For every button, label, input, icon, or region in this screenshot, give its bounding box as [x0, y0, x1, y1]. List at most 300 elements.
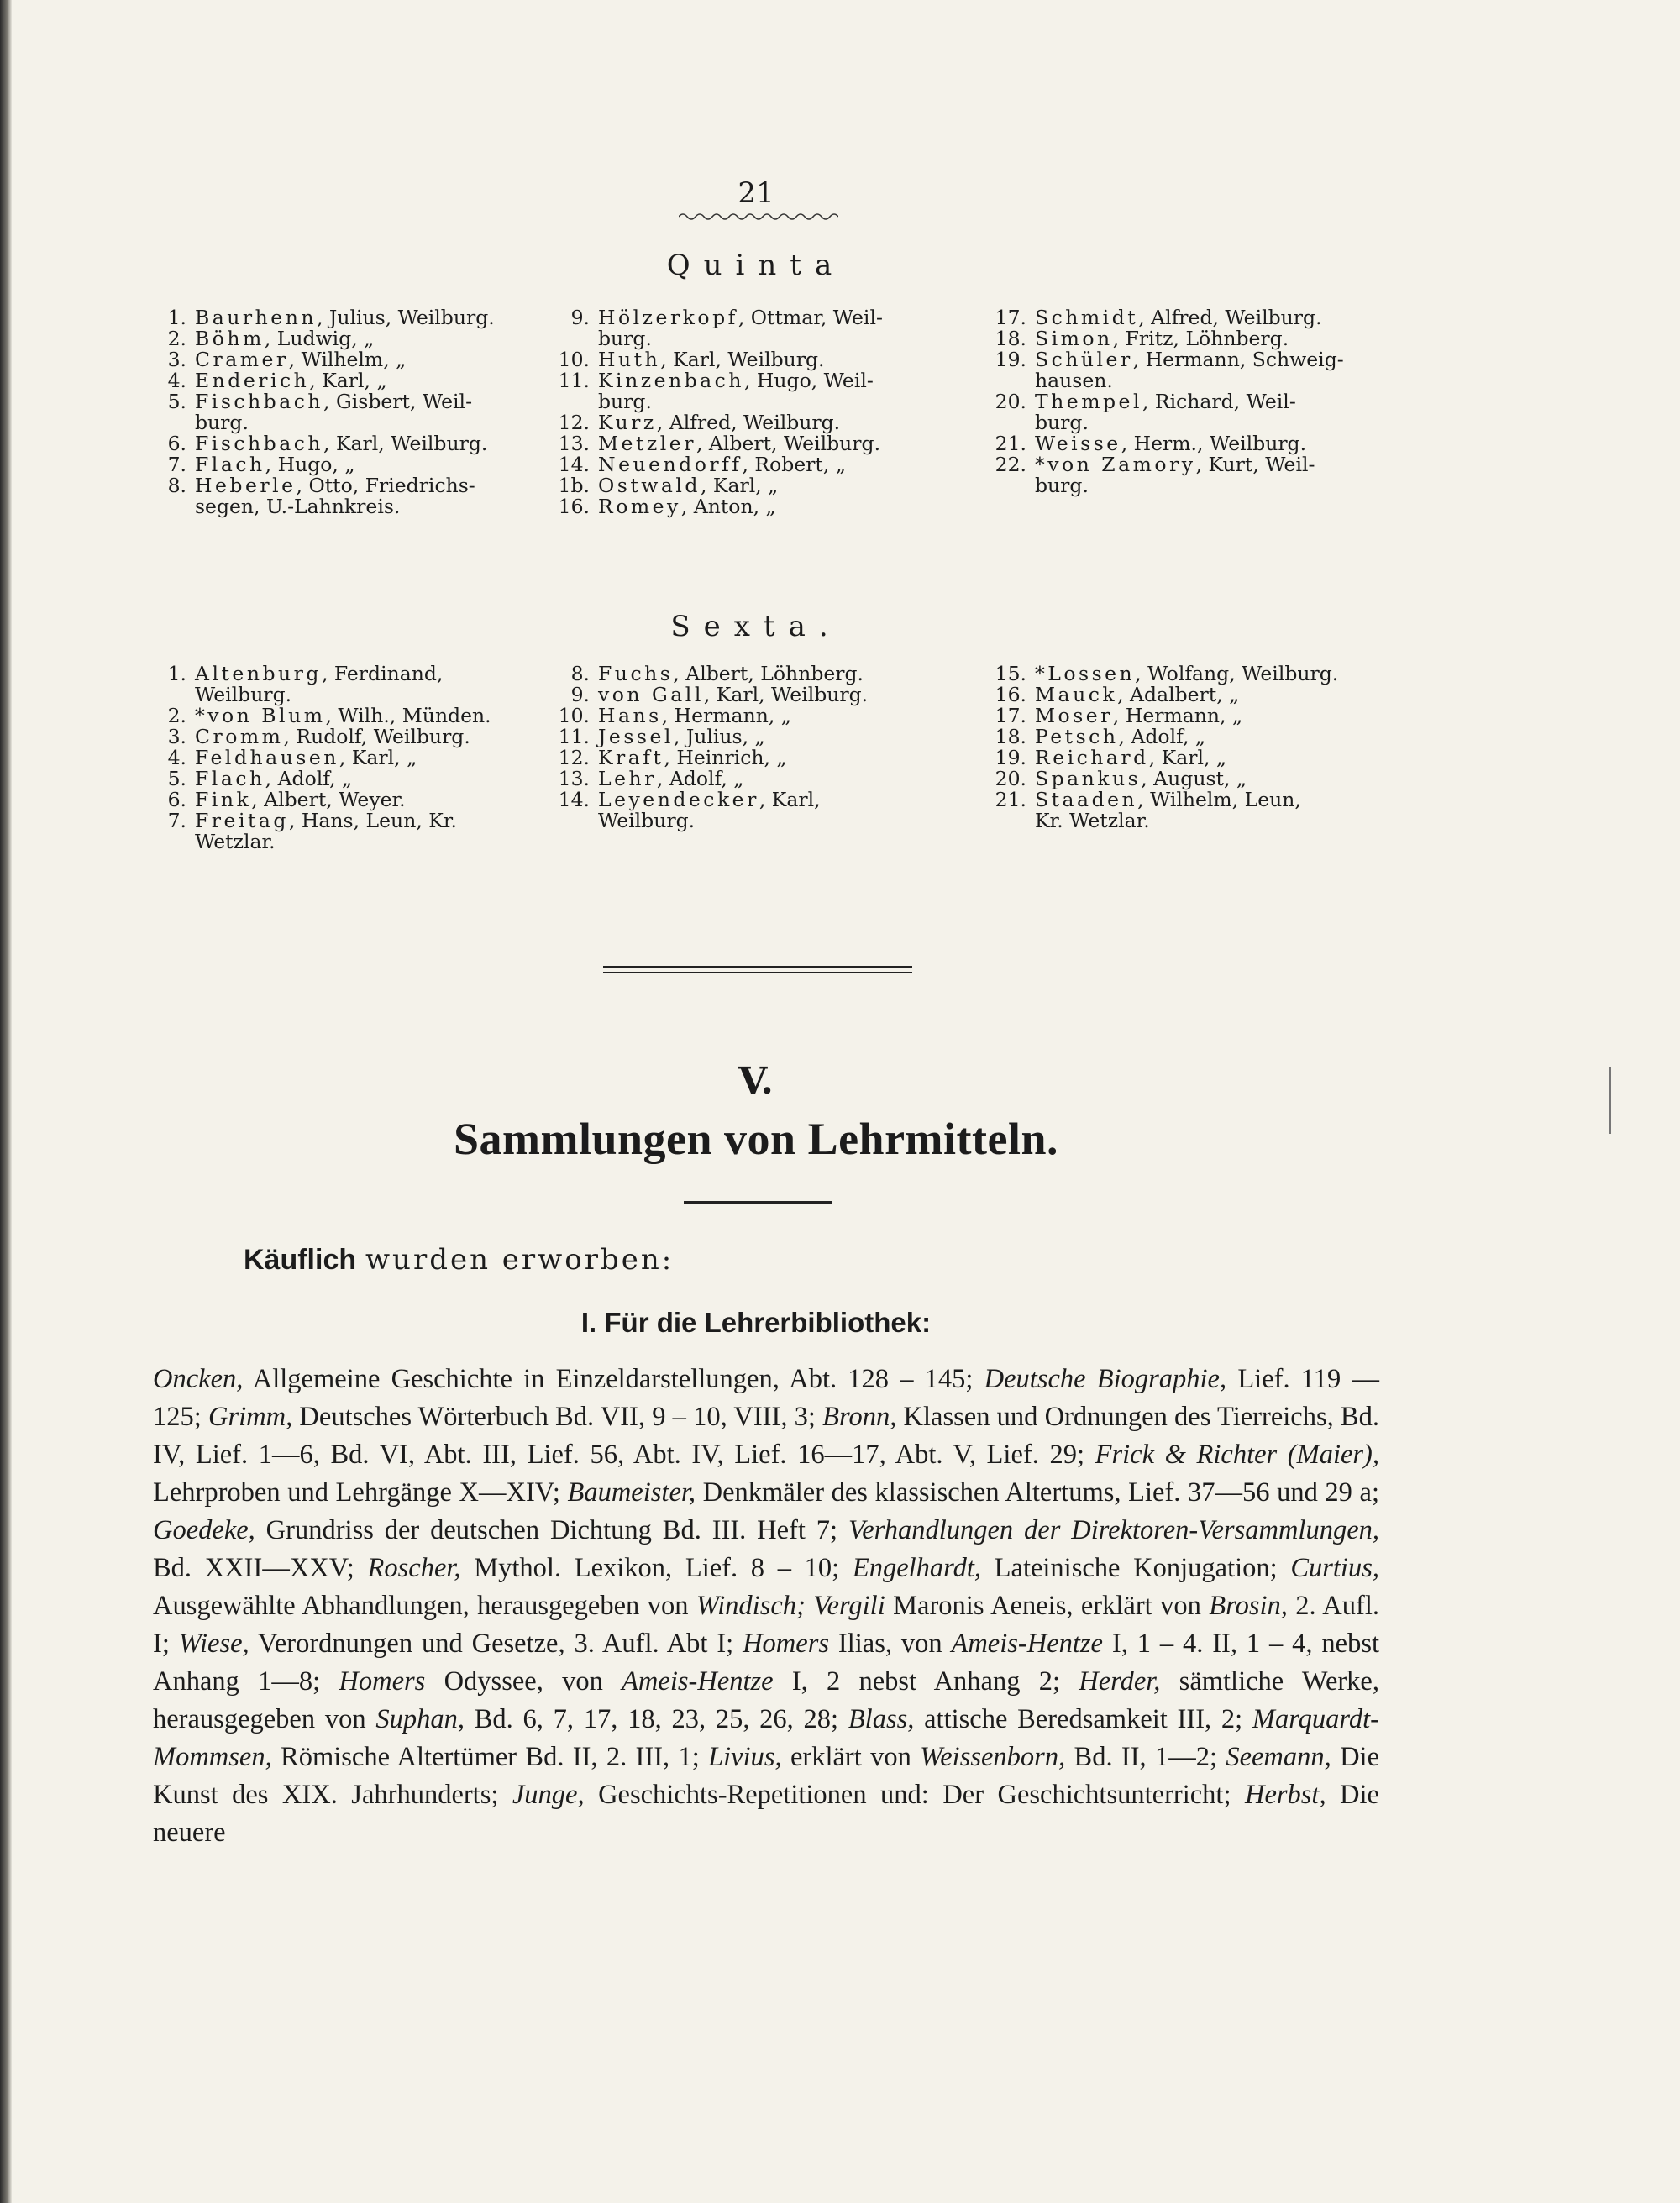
list-item-name: Flach: [195, 453, 265, 476]
citation-text: Klassen und Ordnungen des Tierreichs, Bd. IV, Lief. 1—6, Bd. VI, Abt. III, Lief. 56, Abt. IV, Lief. 16—17, Abt. V, Lief. 29;: [153, 1402, 1379, 1470]
sexta-heading: Sexta.: [670, 610, 842, 643]
list-item-number: 7.: [167, 809, 186, 832]
list-item-name: Kurz: [598, 411, 657, 434]
list-item-text: [1035, 349, 1344, 370]
list-item-text: [195, 475, 495, 496]
list-item-rest: burg.: [195, 411, 249, 434]
list-item-text: [1035, 705, 1338, 726]
citation-text: Deutsches Wörterbuch Bd. VII, 9 – 10, VIII, 3;: [292, 1402, 823, 1432]
list-item-name: Hölzerkopf: [598, 306, 738, 329]
cited-author: Engelhardt,: [852, 1553, 981, 1583]
list-item-number: [150, 831, 195, 852]
list-item-number: 12.: [558, 411, 590, 434]
citation-text: Geschichts-Repetitionen und: Der Geschichtsunterricht;: [584, 1780, 1245, 1810]
list-item: [553, 789, 868, 810]
list-item: [990, 664, 1338, 685]
list-item: [553, 810, 868, 831]
quinta-heading: Quinta: [666, 249, 846, 282]
list-item: [150, 664, 491, 685]
list-item-name: Romey: [598, 495, 681, 518]
cited-author: Frick & Richter (Maier),: [1095, 1440, 1380, 1470]
list-item-rest: , Alfred, Weilburg.: [656, 411, 841, 434]
list-item-name: Böhm: [195, 327, 265, 350]
list-item-number: 7.: [167, 453, 186, 476]
list-item-text: [1035, 685, 1338, 705]
list-item-number: 18.: [995, 725, 1026, 748]
list-item: [150, 391, 495, 412]
citation-text: Grundriss der deutschen Dichtung Bd. III. Heft 7;: [255, 1515, 848, 1545]
list-item-number: 16.: [995, 683, 1026, 706]
list-item-number: 6.: [167, 788, 186, 811]
list-item: [990, 412, 1344, 433]
list-item: [553, 685, 868, 705]
list-item-number: 3.: [167, 348, 186, 371]
list-item-text: [195, 768, 491, 789]
list-item-text: [598, 412, 883, 433]
list-item-name: Baurhenn: [195, 306, 317, 329]
quinta-col-3: [990, 307, 1344, 496]
list-item-text: [195, 370, 495, 391]
list-item-text: [1035, 391, 1344, 412]
list-item: [150, 454, 495, 475]
cited-author: Livius,: [708, 1742, 782, 1772]
list-item-number: 14.: [558, 453, 590, 476]
list-item: [553, 412, 883, 433]
list-item-number: 19.: [995, 746, 1026, 769]
list-item-text: [598, 475, 883, 496]
quinta-col-1: [150, 307, 495, 517]
list-item-text: [195, 726, 491, 747]
list-item-rest: , Julius, „: [673, 725, 765, 748]
list-item-name: Jessel: [598, 725, 674, 748]
acquisition-heading: [244, 1243, 674, 1277]
list-item-text: [1035, 475, 1344, 496]
list-item-rest: Kr. Wetzlar.: [1035, 809, 1150, 832]
citation-text: Lief. 119 — 125;: [153, 1364, 1379, 1432]
list-item-number: 18.: [995, 327, 1026, 350]
list-item-rest: , Wilhelm, Leun,: [1137, 788, 1301, 811]
list-item: [553, 391, 883, 412]
list-item-text: [598, 496, 883, 517]
list-item-name: Kinzenbach: [598, 369, 744, 392]
list-item-name: Reichard: [1035, 746, 1149, 769]
citation-text: Lehrproben und Lehrgänge X—XIV;: [153, 1477, 568, 1508]
list-item-name: von Gall: [598, 683, 704, 706]
list-item-text: [1035, 726, 1338, 747]
citation-text: Bd. 6, 7, 17, 18, 23, 25, 26, 28;: [464, 1704, 848, 1734]
list-item-name: Kraft: [598, 746, 664, 769]
citation-text: Die Kunst des XIX. Jahrhunderts;: [153, 1742, 1380, 1810]
list-item-number: [553, 810, 598, 831]
list-item-name: Metzler: [598, 432, 696, 455]
list-item: [150, 768, 491, 789]
list-item-text: [598, 349, 883, 370]
list-item-rest: , Karl, Weilburg.: [323, 432, 488, 455]
list-item-number: 6.: [167, 432, 186, 455]
list-item: [990, 705, 1338, 726]
list-item-text: [1035, 768, 1338, 789]
list-item-number: 1.: [167, 662, 186, 685]
list-item-text: [195, 810, 491, 831]
list-item: [553, 307, 883, 328]
list-item: [990, 810, 1338, 831]
list-item-name: *Lossen: [1035, 662, 1136, 685]
list-item-text: [598, 664, 868, 685]
list-item-rest: , Wilh., Münden.: [325, 704, 491, 727]
list-item-rest: , Anton, „: [680, 495, 776, 518]
list-item: [990, 768, 1338, 789]
cited-author: Marquardt-Mommsen,: [153, 1704, 1379, 1772]
list-item-text: [195, 685, 491, 705]
list-item-name: Neuendorff: [598, 453, 743, 476]
list-item-text: [195, 496, 495, 517]
list-item-rest: , Karl, Weilburg.: [703, 683, 869, 706]
list-item: [150, 747, 491, 768]
list-item-rest: , Kurt, Weil-: [1195, 453, 1315, 476]
list-item-rest: , Albert, Löhnberg.: [673, 662, 864, 685]
list-item-rest: , Rudolf, Weilburg.: [283, 725, 470, 748]
list-item-text: [598, 705, 868, 726]
list-item: [553, 370, 883, 391]
citation-text: Maronis Aeneis, erklärt von: [885, 1591, 1210, 1621]
list-item-number: 5.: [167, 390, 186, 413]
list-item-number: 8.: [570, 662, 590, 685]
list-item-text: [1035, 370, 1344, 391]
list-item-number: 10.: [558, 704, 590, 727]
cited-author: Curtius,: [1290, 1553, 1379, 1583]
list-item: [150, 726, 491, 747]
list-item: [150, 475, 495, 496]
list-item-name: *von Zamory: [1035, 453, 1196, 476]
list-item-text: [598, 726, 868, 747]
quinta-col-2: [553, 307, 883, 517]
acquisition-heading-rest: wurden erworben:: [365, 1243, 675, 1277]
list-item-name: Schüler: [1035, 348, 1133, 371]
citation-text: Denkmäler des klassischen Altertums, Lief. 37—56 und 29 a;: [696, 1477, 1379, 1508]
list-item: [553, 349, 883, 370]
list-item-number: 1b.: [558, 474, 590, 497]
citation-text: Mythol. Lexikon, Lief. 8 – 10;: [460, 1553, 853, 1583]
list-item: [990, 726, 1338, 747]
list-item-number: 21.: [995, 788, 1026, 811]
cited-author: Oncken,: [153, 1364, 244, 1394]
list-item-name: Feldhausen: [195, 746, 339, 769]
cited-author: Deutsche Biographie,: [984, 1364, 1227, 1394]
citation-text: Bd. XXII—XXV;: [153, 1553, 368, 1583]
acquisition-heading-bold: Käuflich: [244, 1244, 357, 1276]
list-item: [150, 496, 495, 517]
title-rule: [684, 1201, 832, 1204]
list-item-text: [195, 747, 491, 768]
wavy-rule: [679, 212, 838, 222]
list-item-rest: , August, „: [1141, 767, 1247, 790]
list-item-text: [195, 328, 495, 349]
list-item-text: [195, 664, 491, 685]
list-item-rest: , Hermann, Schweig-: [1132, 348, 1344, 371]
sexta-col-3: [990, 664, 1338, 831]
list-item: [150, 349, 495, 370]
list-item-number: 13.: [558, 432, 590, 455]
list-item: [990, 433, 1344, 454]
list-item-number: [990, 412, 1035, 433]
section-number: V.: [738, 1060, 774, 1103]
margin-mark: [1609, 1067, 1611, 1134]
list-item-name: Fischbach: [195, 390, 324, 413]
list-item-text: [598, 768, 868, 789]
list-item-name: Huth: [598, 348, 661, 371]
page-number: 21: [738, 176, 774, 210]
cited-author: Junge,: [512, 1780, 585, 1810]
double-rule-bottom: [603, 972, 912, 973]
list-item-number: 14.: [558, 788, 590, 811]
list-item-number: [150, 685, 195, 705]
subsection-heading: I. Für die Lehrerbibliothek:: [580, 1307, 932, 1338]
list-item-number: 12.: [558, 746, 590, 769]
list-item-name: Petsch: [1035, 725, 1119, 748]
list-item-number: 4.: [167, 746, 186, 769]
list-item-text: [598, 810, 868, 831]
list-item: [150, 810, 491, 831]
list-item-number: 4.: [167, 369, 186, 392]
list-item-number: 2.: [167, 704, 186, 727]
list-item-rest: segen, U.-Lahnkreis.: [195, 495, 401, 518]
list-item-text: [195, 307, 495, 328]
list-item-rest: , Heinrich, „: [664, 746, 787, 769]
list-item-name: Spankus: [1035, 767, 1142, 790]
list-item: [553, 475, 883, 496]
list-item-number: 8.: [167, 474, 186, 497]
list-item-rest: , Hans, Leun, Kr.: [288, 809, 457, 832]
list-item: [553, 454, 883, 475]
list-item-text: [598, 685, 868, 705]
list-item-number: [553, 391, 598, 412]
sexta-col-1: [150, 664, 491, 852]
list-item: [150, 328, 495, 349]
double-rule-top: [603, 966, 912, 968]
list-item-rest: burg.: [1035, 474, 1089, 497]
list-item-rest: , Wilhelm, „: [288, 348, 407, 371]
list-item-number: 17.: [995, 306, 1026, 329]
sexta-col-2: [553, 664, 868, 831]
list-item-text: [195, 789, 491, 810]
list-item-rest: , Adolf, „: [656, 767, 744, 790]
citation-text: Allgemeine Geschichte in Einzeldarstellungen, Abt. 128 – 145;: [243, 1364, 984, 1394]
list-item-name: Fink: [195, 788, 252, 811]
cited-author: Homers: [339, 1666, 426, 1697]
list-item-text: [195, 433, 495, 454]
list-item-number: 11.: [558, 725, 590, 748]
list-item-rest: Weilburg.: [598, 809, 696, 832]
list-item-name: Freitag: [195, 809, 289, 832]
list-item-number: 2.: [167, 327, 186, 350]
cited-author: Ameis-Hentze: [622, 1666, 774, 1697]
list-item-text: [1035, 664, 1338, 685]
list-item: [990, 349, 1344, 370]
cited-author: Seemann,: [1226, 1742, 1331, 1772]
list-item-rest: Weilburg.: [195, 683, 292, 706]
list-item: [150, 433, 495, 454]
cited-author: Wiese,: [178, 1629, 249, 1659]
list-item-name: Simon: [1035, 327, 1113, 350]
list-item: [553, 747, 868, 768]
list-item-rest: , Karl,: [759, 788, 821, 811]
citation-text: sämtliche Werke, herausgegeben von: [153, 1666, 1379, 1734]
list-item: [990, 391, 1344, 412]
list-item-text: [598, 747, 868, 768]
list-item-text: [1035, 328, 1344, 349]
list-item-name: Altenburg: [195, 662, 322, 685]
list-item-name: Cromm: [195, 725, 284, 748]
list-item-name: Hans: [598, 704, 662, 727]
list-item: [553, 433, 883, 454]
list-item-rest: , Robert, „: [742, 453, 846, 476]
list-item: [990, 370, 1344, 391]
cited-author: Ameis-Hentze: [951, 1629, 1103, 1659]
list-item: [990, 307, 1344, 328]
list-item-rest: , Karl, „: [1148, 746, 1227, 769]
list-item-rest: , Adolf, „: [1118, 725, 1206, 748]
list-item-rest: , Karl, „: [700, 474, 779, 497]
list-item-rest: , Adolf, „: [265, 767, 353, 790]
list-item-rest: burg.: [598, 327, 652, 350]
list-item-number: [150, 496, 195, 517]
list-item-rest: , Hugo, Weil-: [743, 369, 874, 392]
list-item-number: 1.: [167, 306, 186, 329]
list-item-text: [598, 789, 868, 810]
list-item-number: [990, 475, 1035, 496]
list-item-number: [990, 370, 1035, 391]
list-item-text: [195, 454, 495, 475]
list-item-text: [598, 328, 883, 349]
list-item-text: [598, 307, 883, 328]
list-item-text: [598, 370, 883, 391]
list-item: [990, 685, 1338, 705]
section-title: Sammlungen von Lehrmitteln.: [453, 1114, 1059, 1164]
body-paragraph: [153, 1361, 1379, 1852]
cited-author: Grimm,: [208, 1402, 293, 1432]
list-item-rest: , Ferdinand,: [321, 662, 444, 685]
list-item-number: 13.: [558, 767, 590, 790]
list-item-rest: , Julius, Weilburg.: [316, 306, 495, 329]
list-item-number: 19.: [995, 348, 1026, 371]
list-item-number: 9.: [570, 306, 590, 329]
list-item-rest: burg.: [598, 390, 652, 413]
list-item-rest: , Adalbert, „: [1117, 683, 1240, 706]
list-item-number: [990, 810, 1035, 831]
citation-text: attische Beredsamkeit III, 2;: [914, 1704, 1252, 1734]
cited-author: Herbst,: [1244, 1780, 1326, 1810]
list-item-rest: burg.: [1035, 411, 1089, 434]
list-item-text: [598, 391, 883, 412]
list-item: [553, 726, 868, 747]
list-item-rest: hausen.: [1035, 369, 1113, 392]
list-item-text: [1035, 789, 1338, 810]
list-item-number: 20.: [995, 390, 1026, 413]
cited-author: Homers: [743, 1629, 829, 1659]
cited-author: Suphan,: [375, 1704, 465, 1734]
citation-text: Römische Altertümer Bd. II, 2. III, 1;: [271, 1742, 709, 1772]
citation-text: I, 2 nebst Anhang 2;: [773, 1666, 1079, 1697]
list-item-name: Schmidt: [1035, 306, 1139, 329]
citation-text: I, 1 – 4. II, 1 – 4, nebst Anhang 1—8;: [153, 1629, 1379, 1697]
list-item-text: [1035, 433, 1344, 454]
citation-text: Bd. II, 1—2;: [1065, 1742, 1226, 1772]
list-item: [150, 307, 495, 328]
list-item: [150, 412, 495, 433]
list-item: [553, 328, 883, 349]
list-item-name: Enderich: [195, 369, 310, 392]
list-item-text: [195, 705, 491, 726]
citation-text: erklärt von: [781, 1742, 921, 1772]
list-item-name: Moser: [1035, 704, 1113, 727]
cited-author: Roscher,: [367, 1553, 461, 1583]
list-item: [150, 705, 491, 726]
list-item-name: Leyendecker: [598, 788, 759, 811]
list-item-rest: , Gisbert, Weil-: [323, 390, 473, 413]
list-item-rest: , Otto, Friedrichs-: [296, 474, 475, 497]
list-item-rest: , Alfred, Weilburg.: [1138, 306, 1322, 329]
list-item: [553, 705, 868, 726]
citation-text: Lateinische Konjugation;: [981, 1553, 1291, 1583]
list-item: [150, 685, 491, 705]
list-item-rest: , Hugo, „: [265, 453, 355, 476]
cited-author: Weissenborn,: [920, 1742, 1066, 1772]
cited-author: Verhandlungen der Direktoren-Versammlungen,: [848, 1515, 1379, 1545]
list-item-rest: , Hermann, „: [1112, 704, 1243, 727]
list-item-rest: , Ludwig, „: [264, 327, 375, 350]
list-item: [553, 496, 883, 517]
list-item-number: 16.: [558, 495, 590, 518]
list-item-text: [1035, 412, 1344, 433]
list-item-name: Fischbach: [195, 432, 324, 455]
list-item-rest: , Ottmar, Weil-: [738, 306, 883, 329]
list-item-name: Heberle: [195, 474, 297, 497]
cited-author: Goedeke,: [153, 1515, 255, 1545]
list-item-number: 11.: [558, 369, 590, 392]
citation-text: Odyssee, von: [425, 1666, 622, 1697]
list-item-name: Mauck: [1035, 683, 1118, 706]
cited-author: Blass,: [848, 1704, 915, 1734]
list-item-text: [1035, 747, 1338, 768]
list-item-text: [598, 433, 883, 454]
list-item-rest: , Albert, Weyer.: [251, 788, 406, 811]
list-item-text: [195, 349, 495, 370]
list-item-number: 17.: [995, 704, 1026, 727]
list-item-name: Ostwald: [598, 474, 701, 497]
list-item: [990, 747, 1338, 768]
list-item-name: Staaden: [1035, 788, 1138, 811]
list-item-rest: , Richard, Weil-: [1142, 390, 1296, 413]
list-item-name: Flach: [195, 767, 265, 790]
list-item: [990, 328, 1344, 349]
list-item-text: [1035, 454, 1344, 475]
list-item-number: 20.: [995, 767, 1026, 790]
cited-author: Windisch; Vergili: [696, 1591, 885, 1621]
list-item-name: Cramer: [195, 348, 289, 371]
cited-author: Herder,: [1079, 1666, 1161, 1697]
list-item-number: 15.: [995, 662, 1026, 685]
list-item-number: [553, 328, 598, 349]
list-item: [990, 475, 1344, 496]
list-item-rest: , Karl, „: [339, 746, 417, 769]
list-item: [990, 789, 1338, 810]
cited-author: Baumeister,: [567, 1477, 696, 1508]
list-item: [553, 768, 868, 789]
list-item-rest: , Hermann, „: [661, 704, 791, 727]
list-item-text: [195, 412, 495, 433]
list-item: [553, 664, 868, 685]
list-item-number: 3.: [167, 725, 186, 748]
